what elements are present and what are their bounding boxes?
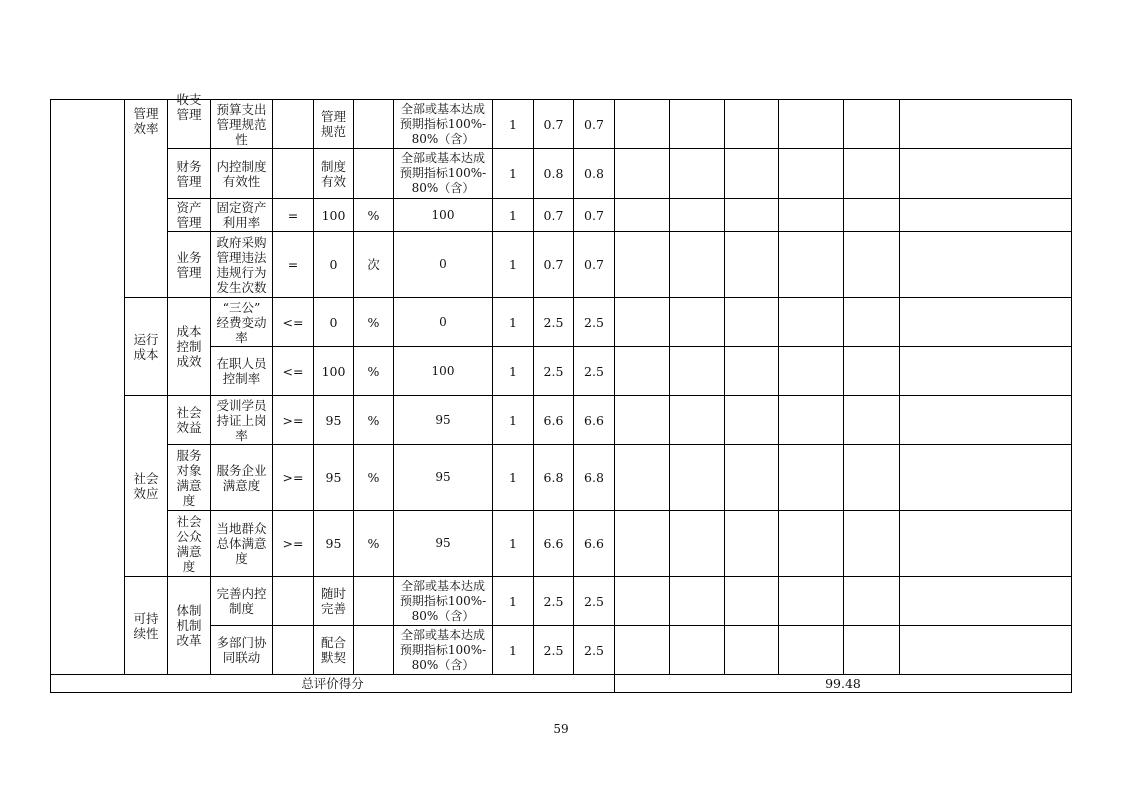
actual-value: 0 — [439, 314, 447, 329]
weight: 1 — [509, 593, 517, 609]
category-l1: 社会 效应 — [133, 471, 159, 501]
actual-value: 95 — [435, 412, 451, 427]
unit: % — [367, 536, 380, 551]
score: 2.5 — [543, 593, 564, 609]
actual-value: 全部或基本达成 预期指标100%- 80%（含） — [399, 101, 487, 146]
target-value: 随时 完善 — [320, 586, 346, 616]
weight: 1 — [509, 257, 517, 272]
score: 2.5 — [543, 314, 564, 330]
score: 6.6 — [543, 536, 564, 551]
actual-value: 全部或基本达成 预期指标100%- 80%（含） — [399, 151, 487, 195]
weight: 1 — [509, 363, 517, 379]
score: 2.5 — [543, 363, 564, 379]
score-final: 0.7 — [584, 116, 604, 132]
indicator-name: 固定资产 利用率 — [216, 200, 267, 230]
category-l1: 运行 成本 — [133, 331, 159, 362]
unit — [354, 626, 393, 674]
unit — [354, 100, 393, 148]
indicator-name: 政府采购 管理违法 违规行为 发生次数 — [216, 234, 267, 295]
actual-value: 0 — [439, 257, 447, 271]
operator: >= — [282, 470, 304, 485]
operator: >= — [282, 536, 304, 551]
indicator-name: 内控制度 有效性 — [216, 158, 267, 189]
unit: % — [367, 470, 380, 485]
unit: % — [367, 363, 380, 379]
target-value: 0 — [329, 314, 338, 330]
total-value: 99.48 — [825, 676, 861, 691]
operator: = — [287, 207, 299, 223]
score-final: 0.7 — [584, 207, 604, 223]
score: 0.7 — [543, 257, 564, 272]
actual-value: 全部或基本达成 预期指标100%- 80%（含） — [399, 578, 487, 623]
indicator-name: 在职人员 控制率 — [216, 356, 267, 386]
operator: >= — [282, 412, 304, 428]
category-l2: 业务 管理 — [176, 249, 202, 280]
actual-value: 100 — [431, 363, 455, 378]
weight: 1 — [509, 116, 517, 132]
indicator-name: 当地群众 总体满意 度 — [216, 521, 267, 566]
target-value: 0 — [329, 257, 338, 272]
score-final: 2.5 — [584, 593, 604, 609]
score-final: 2.5 — [584, 642, 604, 658]
actual-value: 95 — [435, 536, 451, 550]
operator — [273, 149, 313, 198]
unit: 次 — [367, 257, 380, 272]
target-value: 100 — [321, 207, 346, 223]
operator — [273, 577, 313, 625]
target-value: 制度 有效 — [320, 158, 346, 189]
category-l2: 收支 管理 — [176, 92, 202, 122]
unit: % — [367, 412, 380, 428]
category-l2: 财务 管理 — [176, 158, 202, 189]
indicator-name: 完善内控 制度 — [216, 586, 267, 616]
weight: 1 — [509, 536, 517, 551]
operator — [273, 626, 313, 674]
score: 6.8 — [543, 470, 564, 485]
unit: % — [367, 314, 380, 330]
actual-value: 全部或基本达成 预期指标100%- 80%（含） — [399, 627, 487, 672]
target-value: 管理 规范 — [320, 109, 346, 139]
target-value: 95 — [325, 470, 342, 485]
category-l2: 社会 效益 — [176, 405, 202, 435]
indicator-name: 预算支出 管理规范 性 — [216, 101, 267, 147]
indicator-name: 多部门协 同联动 — [216, 635, 267, 665]
unit: % — [367, 207, 380, 223]
score: 2.5 — [543, 642, 564, 658]
target-value: 100 — [321, 363, 346, 379]
score-final: 6.6 — [584, 536, 604, 551]
score-final: 0.7 — [584, 257, 604, 272]
actual-value: 100 — [431, 207, 455, 222]
total-label: 总评价得分 — [301, 676, 364, 691]
operator: = — [287, 257, 299, 272]
target-value: 95 — [325, 536, 342, 551]
operator — [273, 100, 313, 148]
indicator-name: “三公” 经费变动 率 — [216, 299, 267, 345]
category-l1: 可持 续性 — [133, 610, 159, 641]
weight: 1 — [509, 207, 517, 223]
weight: 1 — [509, 412, 517, 428]
weight: 1 — [509, 470, 517, 485]
category-l2: 资产 管理 — [176, 200, 202, 230]
page-number: 59 — [553, 722, 569, 736]
unit — [354, 149, 393, 198]
actual-value: 95 — [435, 470, 451, 484]
target-value: 配合 默契 — [320, 635, 346, 665]
score-final: 0.8 — [584, 166, 604, 181]
operator: <= — [282, 363, 304, 379]
score: 0.7 — [543, 116, 564, 132]
target-value: 95 — [325, 412, 342, 428]
score-final: 2.5 — [584, 363, 604, 379]
score-final: 6.8 — [584, 470, 604, 485]
category-l2: 体制 机制 改革 — [176, 603, 202, 648]
category-l2: 成本 控制 成效 — [176, 324, 202, 369]
score-final: 6.6 — [584, 412, 604, 428]
operator: <= — [282, 314, 304, 330]
unit — [354, 577, 393, 625]
category-l1: 管理 效率 — [133, 106, 159, 136]
indicator-name: 服务企业 满意度 — [216, 462, 267, 493]
score: 0.7 — [543, 207, 564, 223]
category-l2: 社会 公众 满意 度 — [176, 513, 202, 574]
category-l2: 服务 对象 满意 度 — [176, 447, 202, 508]
score: 6.6 — [543, 412, 564, 428]
weight: 1 — [509, 166, 517, 181]
weight: 1 — [509, 314, 517, 330]
indicator-name: 受训学员 持证上岗 率 — [216, 397, 267, 443]
score: 0.8 — [543, 166, 564, 181]
weight: 1 — [509, 642, 517, 658]
score-final: 2.5 — [584, 314, 604, 330]
